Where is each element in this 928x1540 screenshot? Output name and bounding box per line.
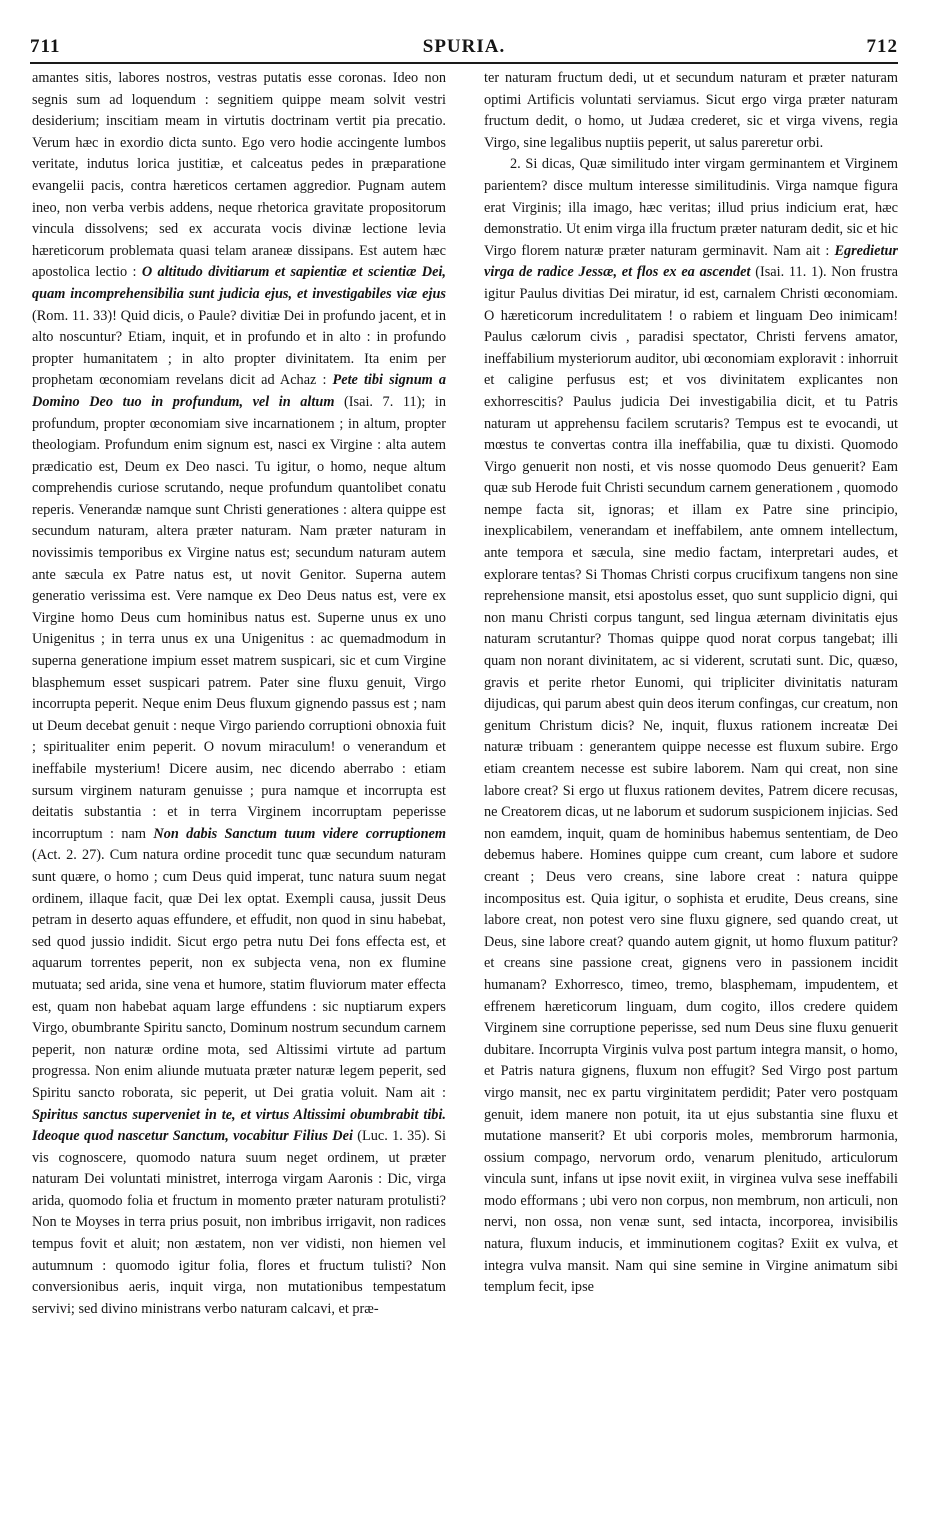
text-run: ter naturam fructum dedi, ut et secundum naturam et præter naturam optimi Artificis voluntati serviamus. Sicut ergo virga præter naturam fructum dedit, o homo, ut Judæa crederet, sic et virga vivens, regia Virgo, sine legalibus nuptiis peperit, ut salus pareretur orbi. <box>484 70 898 151</box>
paragraph <box>32 68 446 1320</box>
scripture-quote: O altitudo divitiarum et sapientiæ et scientiæ Dei, quam incomprehensibilia sunt judicia ejus, et investigabiles viæ ejus <box>32 264 446 302</box>
text-run: (Luc. 1. 35). Si vis cognoscere, quomodo natura suum neget ordinem, ut præter naturam Dei voluntati ministret, interroga virgam Aaronis : Dic, virga arida, quomodo folia et fructum in momento præter naturam protulisti? Non te Moyses in terra prius posuit, non imbribus irrigavit, non radices tempus fovit et aluit; non æstatem, non ver vidisti, non hiemen vel autumnum : quomodo igitur folia, flores et fructum tulisti? Non conversionibus aeris, inquit virga, non mutationibus tempestatum servivi; sed divino ministrans verbo naturam calcavi, et præ- <box>32 1128 446 1317</box>
left-page-number: 711 <box>30 36 61 57</box>
scripture-quote: Egredietur virga de radice Jessæ, et flos ex ea ascendet <box>484 242 898 281</box>
text-run: 2. Si dicas, Quæ similitudo inter virgam germinantem et Virginem parientem? disce multum interesse similitudinis. Virga namque figura erat Virginis; illa imago, hæc veritas; illud prius indicium erat, hæc demonstratio. Ut enim virga illa fructum præter naturam dedit, sic et hic Virgo florem naturæ præter naturam germinavit. Nam ait : <box>484 156 898 259</box>
text-run: (Isai. 11. 1). Non frustra igitur Paulus divitias Dei miratur, id est, carnalem Christi œconomiam. O hæreticorum incredulitatem ! o rabiem et linguam Deo inimicam! Paulus cælorum civis , paradisi spectator, Christi fervens amator, ineffabilium mysteriorum auditor, ubi œconomiam exploravit : inhorruit et caligine perfusus est; et vos divinitatem explicantes non exhorrescitis? Paulus judicia Dei investigabilia dicit, et tu Patris naturam ut apprehensu facilem scrutaris? Tempus est te evocandi, ut mœstus te convertas contra illa ineffabilia, quæ tu dixisti. Quomodo Virgo genuerit non nosti, et vis nosse quomodo Deus genuerit? Eam quæ sub Herode fuit Christi secundum carnem generationem , quomodo nempe facta sit, ignoras; et illam ex Patre sine principio, inexplicabilem, venerandam et ineffabilem, ante omnem intellectum, ante tempora et sæcula, sine medio factam, interpretari audes, et explorare tentas? Si Thomas Christi corpus crucifixum tangens non sine reprehensione mansit, etsi apostolus esset, quo sunt supplicio digni, qui non manu Christi corpus tangunt, sed lingua æternam divinitatis ejus naturam scrutantur? Thomas quippe quod norat corpus tangebat; illi quam non norant divinitatem, ac si viderent, scrutati sunt. Dic, quæso, gravis et perite rhetor Eunomi, qui tripliciter divinitatis naturam dijudicas, qui parum abest quin deos iterum confingas, cur creatum, non genitum Christum dicis? Ne, inquit, fluxus rationem increatæ Dei naturæ tribuam : generantem quippe necesse est fluxum subire. Ergo etiam creantem necesse est subire laborem. Nam qui creat, non sine labore creat? Si ergo ut fluxus rationem devites, Patrem dicere recusas, ne Creatorem dicas, ut ne laborum et sudorum suspicionem injicias. Sed non eamdem, inquit, quam de hominibus habemus sententiam, de Deo debemus habere. Homines quippe cum creant, cum labore et sudore creant ; Deus vero creans, sine labore creat : natura quippe incompositus est. Quia igitur, o sophista et erudite, Deus creans, sine labore creat, non potest vero sine fluxu gignere, sed quando creat, ut Deus, sine labore creat? quando autem gignit, ut homo fluxum patitur? et creans sine passione creat, gignens vero in passionem incidit humanam? Exhorresco, timeo, tremo, blasphemam, impudentem, et effrenem hæreticorum linguam, dum cogito, illos credere quidem Virginem sine corruptione peperisse, sed num Deus sine fluxu genuerit dubitare. Incorrupta Virginis vulva post partum integra mansit, o homo, et Patris natura gignens, fluxum non effugit? Sed Virgo post partum virgo mansit, nec ex partu virginitatem perdidit; Pater vero postquam genuit, idem manere non potuit, ita ut ejus substantia sine fluxu et mutatione manserit? Et ubi corporis moles, membrorum harmonia, ossium compago, nervorum ordo, venarum plenitudo, articulorum vincula sunt, infans ut ipse novit exiit, in virginea vulva sese ineffabili modo efformans ; ubi vero non corpus, non membrum, non articuli, non nervi, non ossa, non venæ sunt, sed intacta, incorporea, invisibilis natura, fluxum inducis, et imminutionem cogitas? Exiit ex vulva, et integra vulva mansit. Nam qui sine semine in Virgine animatum sibi templum fecit, ipse <box>484 264 898 1296</box>
scripture-quote: Pete tibi signum a Domino Deo tuo in profundum, vel in altum <box>32 372 446 410</box>
scripture-quote: Non dabis Sanctum tuum videre corruptionem <box>153 825 446 842</box>
page-header <box>30 36 898 62</box>
header-rule <box>30 62 898 64</box>
text-run: amantes sitis, labores nostros, vestras putatis esse coronas. Ideo non segnis sum ad loquendum : segnitiem quippe meam solvit vestri desiderium; inscitiam meam in virtutis doctrinam vertit pia precatio. Verum hæc in exordio dicta sunto. Ego vero hodie accingente lumbos veritate, indutus lorica justitiæ, et calceatus pedes in præparatione evangelii pacis, contra hæreticos certamen aggredior. Pugnam autem ineo, non verba verbis addens, neque rhetorica gravitate propositorum vincula dissolvens; sed ex accurata vocis divinæ lectione levia hæreticorum problemata quasi telam araneæ dissipans. Est autem hæc apostolica lectio : <box>32 70 446 281</box>
running-title: SPURIA. <box>422 36 506 57</box>
text-run: (Isai. 7. 11); in profundum, propter œconomiam sive incarnationem ; in altum, propter theologiam. Profundum enim signum est, nasci ex Virgine : alta autem prædicatio est, Deum ex Deo nasci. Tu igitur, o homo, neque altum comprehendis curiose scrutando, neque profundum quantolibet conatu reperis. Venerandæ namque sunt Christi generationes : altera quippe est secundum naturam, altera præter naturam. Nam præter naturam in novissimis temporibus ex Virgine natus est; secundum naturam autem ante sæcula ex Patre natus est, ut novit Genitor. Superna autem generatio verissima est. Vere namque ex Deo Deus natus est, vere ex Virgine homo Deus cum hominibus natus est. Superne unus ex uno Unigenitus ; in terra unus ex una Unigenitus : ac quemadmodum in superna generatione impium esset matrem suspicari, sic et cum Virgine blasphemum esset suspicari patrem. Pater sine fluxu genuit, Virgo incorrupta peperit. Neque enim Deus fluxum gignendo passus est ; nam ut Deum decebat genuit : neque Virgo pariendo corruptioni obnoxia fuit ; spiritualiter enim peperit. O novum miraculum! o venerandum et ineffabile mysterium! Dicere ausim, nec dicendo aberrabo : etiam sursum virginem naturam genuisse ; pura namque et incorrupta est deitatis substantia : et in terra Virginem incorruptam peperisse incorruptum : nam <box>32 393 446 842</box>
right-page-number: 712 <box>866 36 898 57</box>
scripture-quote: Spiritus sanctus superveniet in te, et virtus Altissimi obumbrabit tibi. Ideoque quod nascetur Sanctum, vocabitur Filius Dei <box>32 1106 446 1145</box>
paragraph <box>484 68 898 154</box>
left-column <box>32 68 446 1528</box>
text-run: (Act. 2. 27). Cum natura ordine procedit tunc quæ secundum naturam sunt quære, o homo ; cum Deus quid imperat, tunc natura suum negat ordinem, illaque facit, quæ Dei lex optat. Exempli causa, jussit Deus petram in deserto aquas effundere, et effudit, non quod in sinu habebat, sed quod jussio indidit. Sicut ergo petra nutu Dei fons effecta est, et aquarum torrentes peperit, non ex subjecta vena, non ex flumine mutuata; sed arida, sine vena et humore, statim fluviorum mater effecta est, quam non habebat aquam large effundens : sic nuptiarum expers Virgo, obumbrante Spiritu sancto, Dominum nostrum secundum carnem peperit, non naturæ ordine mota, sed Altissimi virtute ad partum progressa. Non enim aliunde mutuata præter naturæ legem peperit, sed Spiritu sancto roborata, sic peperit, ut Dei gratia voluit. Nam ait : <box>32 847 446 1101</box>
right-column <box>484 68 898 1528</box>
paragraph-2 <box>484 154 898 1298</box>
text-run: (Rom. 11. 33)! Quid dicis, o Paule? divitiæ Dei in profundo jacent, et in alto noscuntur? Etiam, inquit, et in profundo et in alto : in profundo propter humanitatem ; in alto propter divinitatem. Ita enim per prophetam œconomiam revelans dicit ad Achaz : <box>32 307 446 389</box>
